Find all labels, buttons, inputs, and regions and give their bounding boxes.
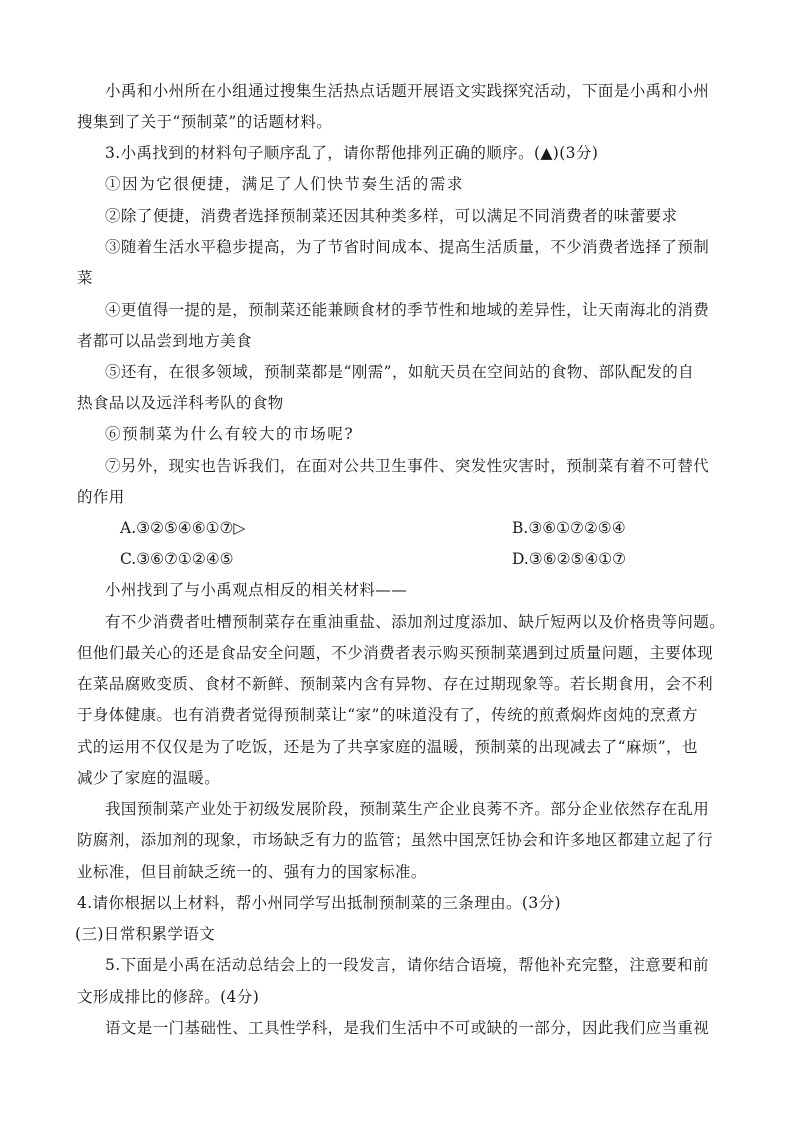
speech-text: 语文是一门基础性、工具性学科，是我们生活中不可或缺的一部分，因此我们应当重视 xyxy=(105,1019,710,1037)
option-a: A.③②⑤④⑥①⑦▷ xyxy=(120,519,246,537)
material-2-para-2-line-2: 防腐剂，添加剂的现象，市场缺乏有力的监管；虽然中国烹饪协会和许多地区都建立起了行 xyxy=(77,831,714,849)
option-d: D.③⑥②⑤④①⑦ xyxy=(512,550,627,568)
sentence-3-line-1: ③随着生活水平稳步提高，为了节省时间成本、提高生活质量，不少消费者选择了预制 xyxy=(105,238,710,256)
material-2-para-1-line-5: 式的运用不仅仅是为了吃饭，还是为了共享家庭的温暖，预制菜的出现减去了“麻烦”，也 xyxy=(77,738,698,756)
material-2-para-1-line-6: 减少了家庭的温暖。 xyxy=(77,769,221,787)
intro-line-2: 搜集到了关于“预制菜”的话题材料。 xyxy=(77,113,333,131)
material-2-para-1-line-4: 于身体健康。也有消费者觉得预制菜让“家”的味道没有了，传统的煎煮焖炸卤炖的烹煮方 xyxy=(77,706,698,724)
sentence-4-line-2: 者都可以品尝到地方美食 xyxy=(77,332,252,350)
material-2-para-2-line-1: 我国预制菜产业处于初级发展阶段，预制菜生产企业良莠不齐。部分企业依然存在乱用 xyxy=(105,800,710,818)
sentence-5-line-2: 热食品以及远洋科考队的食物 xyxy=(77,394,284,412)
material-2-para-1-line-1: 有不少消费者吐槽预制菜存在重油重盐、添加剂过度添加、缺斤短两以及价格贵等问题。 xyxy=(105,613,726,631)
material-2-para-2-line-3: 业标准，但目前缺乏统一的、强有力的国家标准。 xyxy=(77,863,427,881)
sentence-7-line-1: ⑦另外，现实也告诉我们，在面对公共卫生事件、突发性灾害时，预制菜有着不可替代 xyxy=(105,457,710,475)
sentence-6: ⑥预制菜为什么有较大的市场呢? xyxy=(105,425,355,443)
question-5-line-2: 文形成排比的修辞。(4分) xyxy=(77,988,260,1006)
sentence-2: ②除了便捷，消费者选择预制菜还因其种类多样，可以满足不同消费者的味蕾要求 xyxy=(105,207,678,225)
material-2-para-1-line-2: 但他们最关心的还是食品安全问题，不少消费者表示购买预制菜遇到过质量问题，主要体现 xyxy=(77,644,714,662)
section-3-heading: (三)日常积累学语文 xyxy=(75,925,216,943)
option-c: C.③⑥⑦①②④⑤ xyxy=(120,550,234,568)
question-4: 4.请你根据以上材料，帮小州同学写出抵制预制菜的三条理由。(3分) xyxy=(77,894,561,912)
sentence-5-line-1: ⑤还有，在很多领域，预制菜都是“刚需”，如航天员在空间站的食物、部队配发的自 xyxy=(105,363,695,381)
intro-line-1: 小禹和小州所在小组通过搜集生活热点话题开展语文实践探究活动，下面是小禹和小州 xyxy=(105,82,710,100)
option-b: B.③⑥①⑦②⑤④ xyxy=(512,519,626,537)
question-5-line-1: 5.下面是小禹在活动总结会上的一段发言，请你结合语境，帮他补充完整，注意要和前 xyxy=(105,956,709,974)
material-2-lead: 小州找到了与小禹观点相反的相关材料—— xyxy=(105,581,408,599)
sentence-7-line-2: 的作用 xyxy=(77,488,125,506)
sentence-1: ①因为它很便捷，满足了人们快节奏生活的需求 xyxy=(105,175,465,193)
sentence-4-line-1: ④更值得一提的是，预制菜还能兼顾食材的季节性和地域的差异性，让天南海北的消费 xyxy=(105,301,710,319)
sentence-3-line-2: 菜 xyxy=(77,269,93,287)
question-3-stem: 3.小禹找到的材料句子顺序乱了，请你帮他排列正确的顺序。(▲)(3分) xyxy=(105,144,599,162)
material-2-para-1-line-3: 在菜品腐败变质、食材不新鲜、预制菜内含有异物、存在过期现象等。若长期食用，会不利 xyxy=(77,675,714,693)
